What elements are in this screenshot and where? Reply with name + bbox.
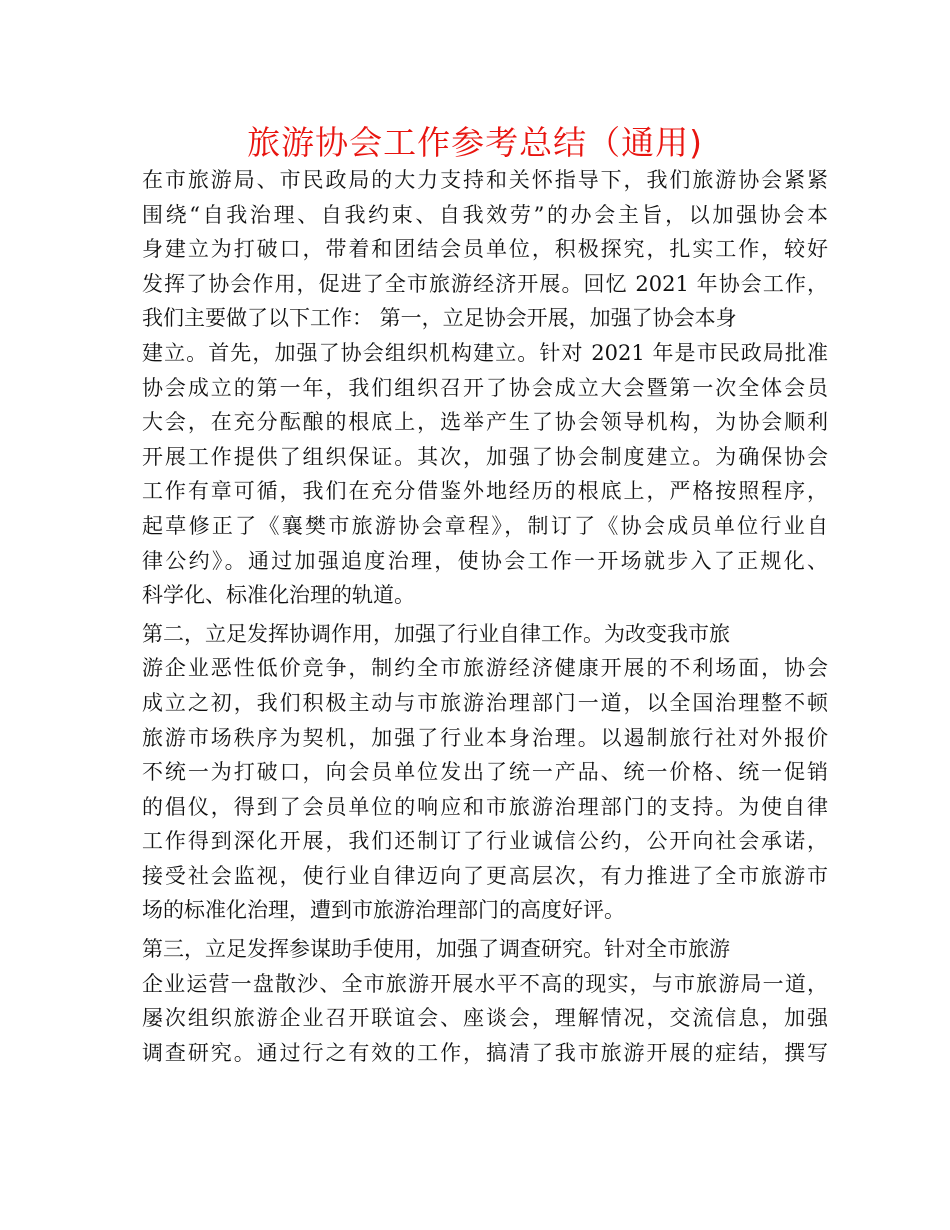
- text-line: 接受社会监视，使行业自律迈向了更高层次，有力推进了全市旅游市: [142, 863, 828, 888]
- text-line: 建立。首先，加强了协会组织机构建立。针对 2021 年是市民政局批准: [142, 340, 828, 365]
- text-line: 旅游市场秩序为契机，加强了行业本身治理。以遏制旅行社对外报价: [142, 725, 828, 750]
- text-line: 成立之初，我们积极主动与市旅游治理部门一道，以全国治理整不顿: [142, 690, 828, 715]
- text-line: 工作得到深化开展，我们还制订了行业诚信公约，公开向社会承诺，: [142, 829, 828, 854]
- paragraph-3: [142, 932, 828, 1070]
- text-line: 协会成立的第一年，我们组织召开了协会成立大会暨第一次全体会员: [142, 375, 828, 400]
- text-line: 不统一为打破口，向会员单位发出了统一产品、统一价格、统一促销: [142, 760, 828, 785]
- text-line: 游企业恶性低价竞争，制约全市旅游经济健康开展的不利场面，协会: [142, 656, 828, 681]
- text-line: 屡次组织旅游企业召开联谊会、座谈会，理解情况，交流信息，加强: [142, 1006, 828, 1031]
- text-line: 发挥了协会作用，促进了全市旅游经济开展。回忆 2021 年协会工作，: [142, 271, 828, 296]
- text-line: 第二，立足发挥协调作用，加强了行业自律工作。为改变我市旅: [142, 621, 730, 646]
- text-line: 企业运营一盘散沙、全市旅游开展水平不高的现实，与市旅游局一道，: [142, 971, 828, 996]
- text-line: 第三，立足发挥参谋助手使用，加强了调查研究。针对全市旅游: [142, 937, 730, 962]
- text-line: 身建立为打破口，带着和团结会员单位，积极探究，扎实工作，较好: [142, 237, 828, 262]
- text-line: 律公约》。通过加强追度治理，使协会工作一开场就步入了正规化、: [142, 548, 828, 573]
- document-body: [142, 163, 828, 1070]
- text-line: 场的标准化治理，遭到市旅游治理部门的高度好评。: [142, 898, 625, 923]
- text-line: 的倡仪，得到了会员单位的响应和市旅游治理部门的支持。为使自律: [142, 794, 828, 819]
- text-line: 开展工作提供了组织保证。其次，加强了协会制度建立。为确保协会: [142, 444, 828, 469]
- text-line: 在市旅游局、市民政局的大力支持和关怀指导下，我们旅游协会紧紧: [142, 168, 828, 192]
- text-line: 大会，在充分酝酿的根底上，选举产生了协会领导机构，为协会顺利: [142, 410, 828, 435]
- text-line: 科学化、标准化治理的轨道。: [142, 583, 415, 608]
- text-line: 起草修正了《襄樊市旅游协会章程》，制订了《协会成员单位行业自: [142, 513, 828, 538]
- document-title: 旅游协会工作参考总结（通用): [247, 123, 703, 162]
- paragraph-2: [142, 617, 828, 928]
- text-line: 我们主要做了以下工作： 第一，立足协会开展，加强了协会本身: [142, 306, 737, 331]
- text-line: 调查研究。通过行之有效的工作，搞清了我市旅游开展的症结，撰写: [142, 1040, 828, 1065]
- paragraph-1: [142, 163, 828, 613]
- text-line: 围绕“自我治理、自我约束、自我效劳”的办会主旨，以加强协会本: [142, 202, 828, 227]
- text-line: 工作有章可循，我们在充分借鉴外地经历的根底上，严格按照程序，: [142, 479, 828, 504]
